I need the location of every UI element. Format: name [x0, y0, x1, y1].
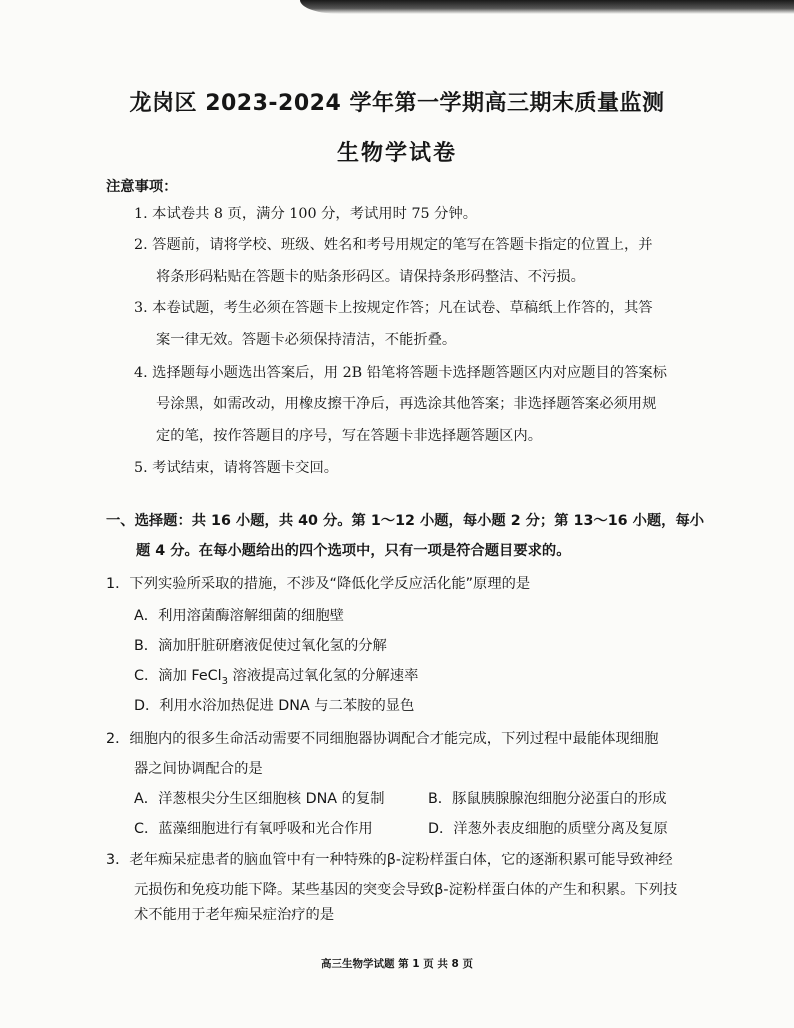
question-3-stem-cont2: 术不能用于老年痴呆症治疗的是 [134, 907, 335, 923]
q2-option-d: D．洋葱外表皮细胞的质壁分离及复原 [428, 821, 668, 837]
q1-option-b: B．滴加肝脏研磨液促使过氧化氢的分解 [134, 638, 387, 654]
section-heading: 一、选择题：共 16 小题，共 40 分。第 1～12 小题，每小题 2 分；第 13～16 小题，每小 [106, 513, 705, 529]
notes-heading: 注意事项： [106, 179, 178, 195]
note-line: 4. 选择题每小题选出答案后，用 2B 铅笔将答题卡选择题答题区内对应题目的答案标 [134, 365, 667, 381]
q1-option-c-suffix: 溶液提高过氧化氢的分解速率 [228, 668, 419, 684]
question-3-stem-cont: 元损伤和免疫功能下降。某些基因的突变会导致β-淀粉样蛋白体的产生和积累。下列技 [134, 882, 678, 898]
note-line: 2. 答题前，请将学校、班级、姓名和考号用规定的笔写在答题卡指定的位置上，并 [134, 237, 653, 253]
q1-option-c [134, 667, 418, 691]
exam-title: 龙岗区 2023-2024 学年第一学期高三期末质量监测 [129, 91, 665, 116]
note-line: 案一律无效。答题卡必须保持清洁，不能折叠。 [156, 332, 457, 348]
note-line: 定的笔，按作答题目的序号，写在答题卡非选择题答题区内。 [156, 428, 543, 444]
exam-subtitle: 生物学试卷 [336, 141, 457, 166]
question-2-stem-cont: 器之间协调配合的是 [134, 761, 263, 777]
question-3-stem: 3．老年痴呆症患者的脑血管中有一种特殊的β-淀粉样蛋白体，它的逐渐积累可能导致神经 [106, 852, 673, 868]
question-1-stem: 1．下列实验所采取的措施，不涉及“降低化学反应活化能”原理的是 [106, 576, 531, 592]
q1-option-c-subscript: 3 [221, 675, 228, 687]
q2-option-a: A．洋葱根尖分生区细胞核 DNA 的复制 [134, 791, 385, 807]
note-line: 3. 本卷试题，考生必须在答题卡上按规定作答；凡在试卷、草稿纸上作答的，其答 [134, 300, 653, 316]
scan-shadow [300, 0, 794, 14]
q1-option-d: D．利用水浴加热促进 DNA 与二苯胺的显色 [134, 698, 415, 714]
q2-option-b: B．豚鼠胰腺腺泡细胞分泌蛋白的形成 [428, 791, 667, 807]
note-line: 号涂黑，如需改动，用橡皮擦干净后，再选涂其他答案；非选择题答案必须用规 [156, 396, 657, 412]
note-line: 5. 考试结束，请将答题卡交回。 [134, 460, 339, 476]
q1-option-a: A．利用溶菌酶溶解细菌的细胞壁 [134, 608, 344, 624]
note-line: 将条形码粘贴在答题卡的贴条形码区。请保持条形码整洁、不污损。 [156, 269, 585, 285]
note-line: 1. 本试卷共 8 页，满分 100 分，考试用时 75 分钟。 [134, 206, 478, 222]
q1-option-c-prefix: C．滴加 FeCl [134, 668, 222, 684]
question-2-stem: 2．细胞内的很多生命活动需要不同细胞器协调配合才能完成，下列过程中最能体现细胞 [106, 731, 659, 747]
page-footer: 高三生物学试题 第 1 页 共 8 页 [320, 958, 474, 970]
section-heading-cont: 题 4 分。在每小题给出的四个选项中，只有一项是符合题目要求的。 [136, 543, 571, 559]
q2-option-c: C．蓝藻细胞进行有氧呼吸和光合作用 [134, 821, 373, 837]
